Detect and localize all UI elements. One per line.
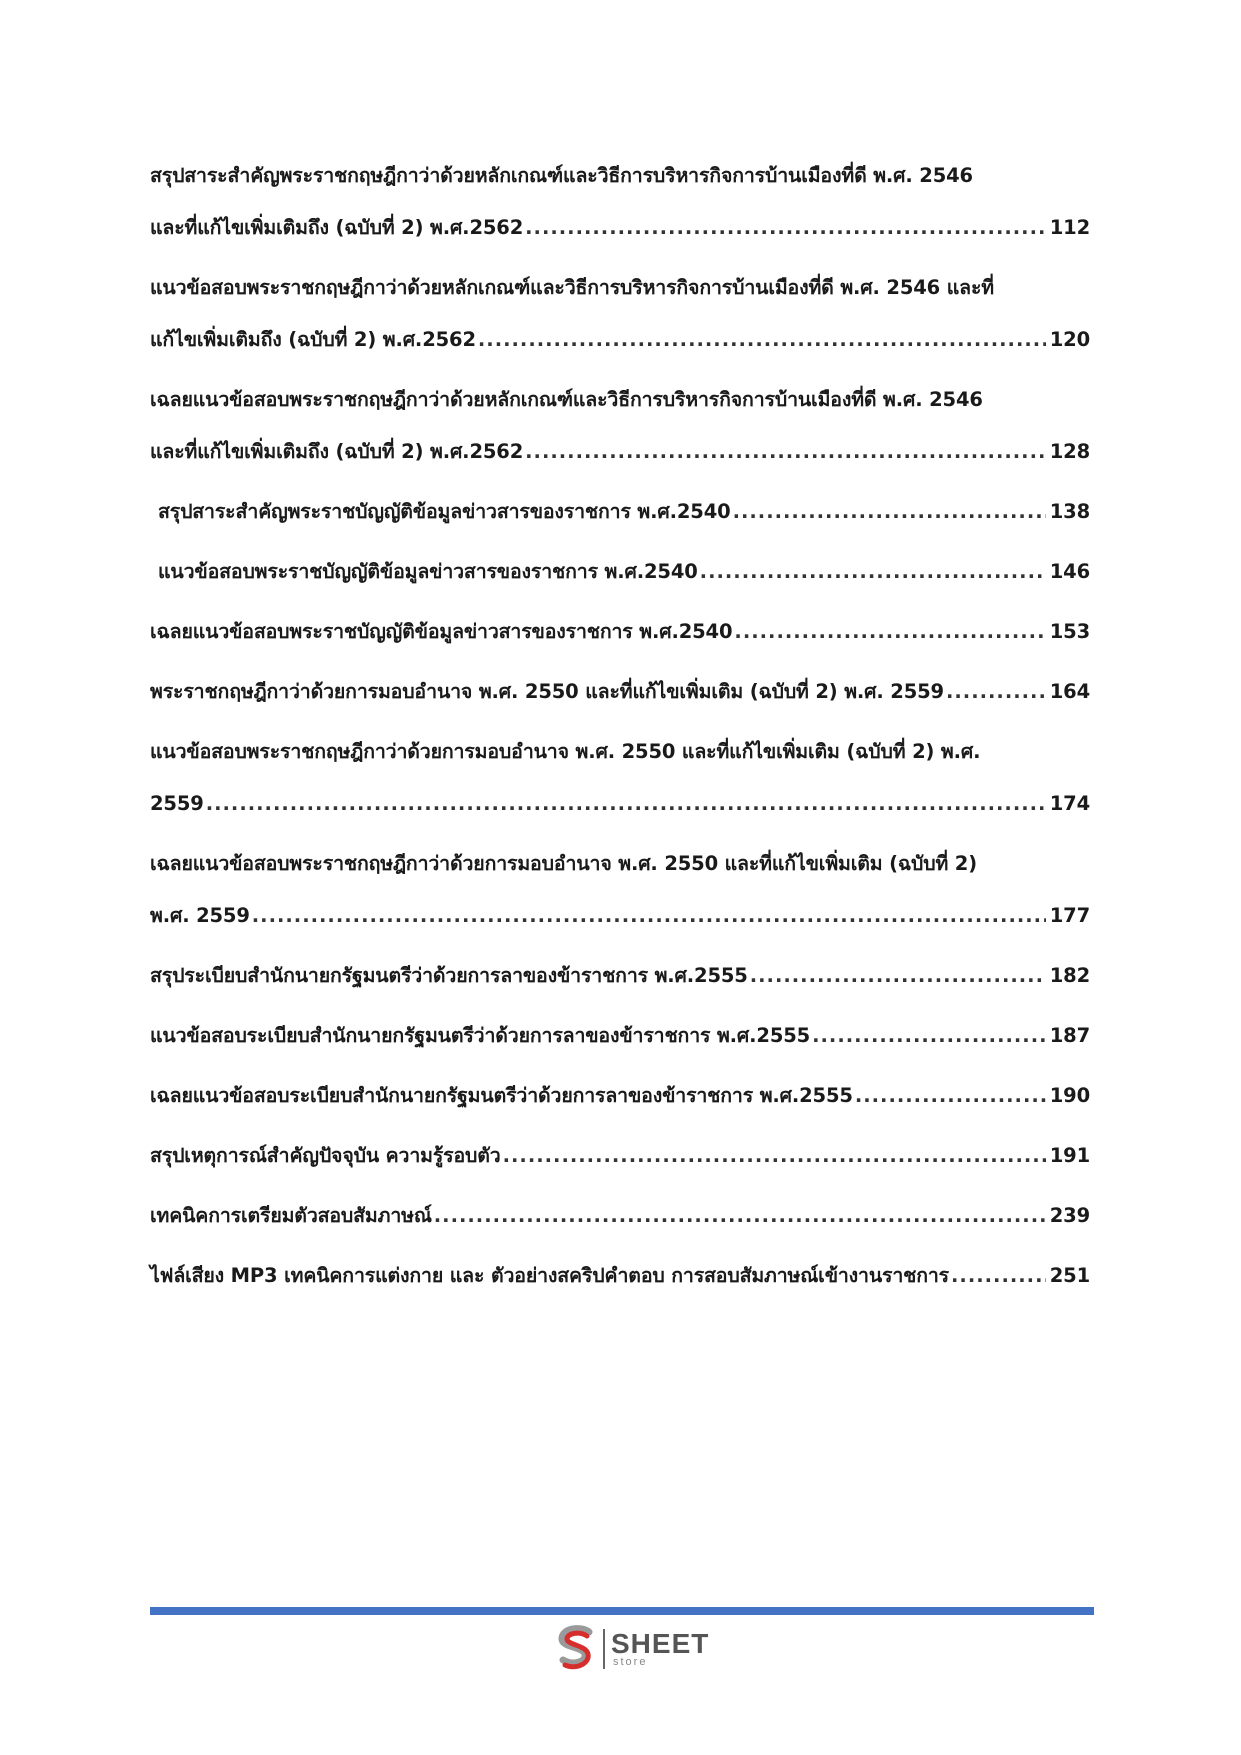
toc-page-number: 191 — [1049, 1144, 1090, 1167]
footer-divider — [150, 1607, 1094, 1615]
toc-entry[interactable] — [150, 1190, 1090, 1242]
dot-leader — [855, 1070, 1046, 1122]
toc-entry[interactable] — [150, 726, 1090, 830]
toc-entry[interactable] — [150, 262, 1090, 366]
dot-leader — [503, 1130, 1046, 1182]
toc-entry-title: สรุปสาระสำคัญพระราชบัญญัติข้อมูลข่าวสารของราชการ พ.ศ.2540 — [158, 500, 731, 523]
toc-page-number: 174 — [1049, 792, 1090, 815]
toc-entry-title-line: แนวข้อสอบพระราชกฤษฎีกาว่าด้วยการมอบอำนาจ พ.ศ. 2550 และที่แก้ไขเพิ่มเติม (ฉบับที่ 2) พ.ศ. — [150, 740, 981, 763]
toc-entry-title: พ.ศ. 2559 — [150, 904, 250, 927]
toc-page-number: 146 — [1049, 560, 1090, 583]
toc-page-number: 182 — [1049, 964, 1090, 987]
toc-entry[interactable] — [150, 374, 1090, 478]
dot-leader — [206, 778, 1046, 830]
toc-entry-title: พระราชกฤษฎีกาว่าด้วยการมอบอำนาจ พ.ศ. 2550 และที่แก้ไขเพิ่มเติม (ฉบับที่ 2) พ.ศ. 2559 — [150, 680, 944, 703]
dot-leader — [812, 1010, 1046, 1062]
toc-page-number: 251 — [1049, 1264, 1090, 1287]
toc-page-number: 153 — [1049, 620, 1090, 643]
dot-leader — [946, 666, 1046, 718]
toc-entry[interactable] — [150, 1010, 1090, 1062]
dot-leader — [525, 202, 1046, 254]
toc-entry-title: เฉลยแนวข้อสอบระเบียบสำนักนายกรัฐมนตรีว่าด้วยการลาของข้าราชการ พ.ศ.2555 — [150, 1084, 853, 1107]
toc-entry[interactable] — [150, 666, 1090, 718]
sheet-store-logo-icon — [553, 1624, 599, 1674]
table-of-contents — [150, 150, 1090, 1310]
toc-page-number: 112 — [1049, 216, 1090, 239]
toc-entry[interactable] — [150, 150, 1090, 254]
toc-page-number: 190 — [1049, 1084, 1090, 1107]
toc-entry-title-line: สรุปสาระสำคัญพระราชกฤษฎีกาว่าด้วยหลักเกณฑ์และวิธีการบริหารกิจการบ้านเมืองที่ดี พ.ศ. 2546 — [150, 164, 973, 187]
logo-subtitle: store — [613, 1656, 648, 1668]
toc-entry-title: แนวข้อสอบพระราชบัญญัติข้อมูลข่าวสารของราชการ พ.ศ.2540 — [158, 560, 698, 583]
dot-leader — [951, 1250, 1046, 1302]
toc-entry-title: และที่แก้ไขเพิ่มเติมถึง (ฉบับที่ 2) พ.ศ.2562 — [150, 216, 524, 239]
dot-leader — [434, 1190, 1046, 1242]
dot-leader — [734, 606, 1045, 658]
toc-entry-title: สรุประเบียบสำนักนายกรัฐมนตรีว่าด้วยการลาของข้าราชการ พ.ศ.2555 — [150, 964, 748, 987]
toc-entry[interactable] — [150, 950, 1090, 1002]
toc-entry[interactable] — [150, 486, 1090, 538]
logo-divider — [603, 1629, 605, 1669]
toc-page-number: 138 — [1049, 500, 1090, 523]
toc-entry-title: ไฟล์เสียง MP3 เทคนิคการแต่งกาย และ ตัวอย่างสคริปคำตอบ การสอบสัมภาษณ์เข้างานราชการ — [150, 1264, 950, 1287]
toc-page-number: 239 — [1049, 1204, 1090, 1227]
toc-entry[interactable] — [150, 546, 1090, 598]
toc-entry[interactable] — [150, 1130, 1090, 1182]
toc-entry[interactable] — [150, 1070, 1090, 1122]
toc-entry-title: สรุปเหตุการณ์สำคัญปัจจุบัน ความรู้รอบตัว — [150, 1144, 501, 1167]
toc-entry-title: แก้ไขเพิ่มเติมถึง (ฉบับที่ 2) พ.ศ.2562 — [150, 328, 476, 351]
toc-entry-title: และที่แก้ไขเพิ่มเติมถึง (ฉบับที่ 2) พ.ศ.2562 — [150, 440, 524, 463]
toc-entry-title: เทคนิคการเตรียมตัวสอบสัมภาษณ์ — [150, 1204, 432, 1227]
toc-entry[interactable] — [150, 606, 1090, 658]
toc-entry-title: 2559 — [150, 792, 204, 815]
toc-entry-title-line: เฉลยแนวข้อสอบพระราชกฤษฎีกาว่าด้วยหลักเกณฑ์และวิธีการบริหารกิจการบ้านเมืองที่ดี พ.ศ. 2546 — [150, 388, 983, 411]
sheet-store-logo — [553, 1620, 733, 1678]
dot-leader — [252, 890, 1046, 942]
toc-page-number: 120 — [1049, 328, 1090, 351]
toc-entry-title-line: เฉลยแนวข้อสอบพระราชกฤษฎีกาว่าด้วยการมอบอำนาจ พ.ศ. 2550 และที่แก้ไขเพิ่มเติม (ฉบับที่ 2) — [150, 852, 977, 875]
dot-leader — [733, 486, 1046, 538]
toc-entry[interactable] — [150, 1250, 1090, 1302]
dot-leader — [525, 426, 1046, 478]
toc-entry-title: เฉลยแนวข้อสอบพระราชบัญญัติข้อมูลข่าวสารของราชการ พ.ศ.2540 — [150, 620, 733, 643]
toc-entry-title-line: แนวข้อสอบพระราชกฤษฎีกาว่าด้วยหลักเกณฑ์และวิธีการบริหารกิจการบ้านเมืองที่ดี พ.ศ. 2546 และที่ — [150, 276, 994, 299]
logo-wordmark: SHEET — [611, 1628, 710, 1659]
toc-page-number: 128 — [1049, 440, 1090, 463]
toc-entry-title: แนวข้อสอบระเบียบสำนักนายกรัฐมนตรีว่าด้วยการลาของข้าราชการ พ.ศ.2555 — [150, 1024, 811, 1047]
toc-page-number: 177 — [1049, 904, 1090, 927]
dot-leader — [750, 950, 1046, 1002]
toc-page-number: 164 — [1049, 680, 1090, 703]
dot-leader — [478, 314, 1046, 366]
dot-leader — [700, 546, 1046, 598]
toc-entry[interactable] — [150, 838, 1090, 942]
toc-page-number: 187 — [1049, 1024, 1090, 1047]
